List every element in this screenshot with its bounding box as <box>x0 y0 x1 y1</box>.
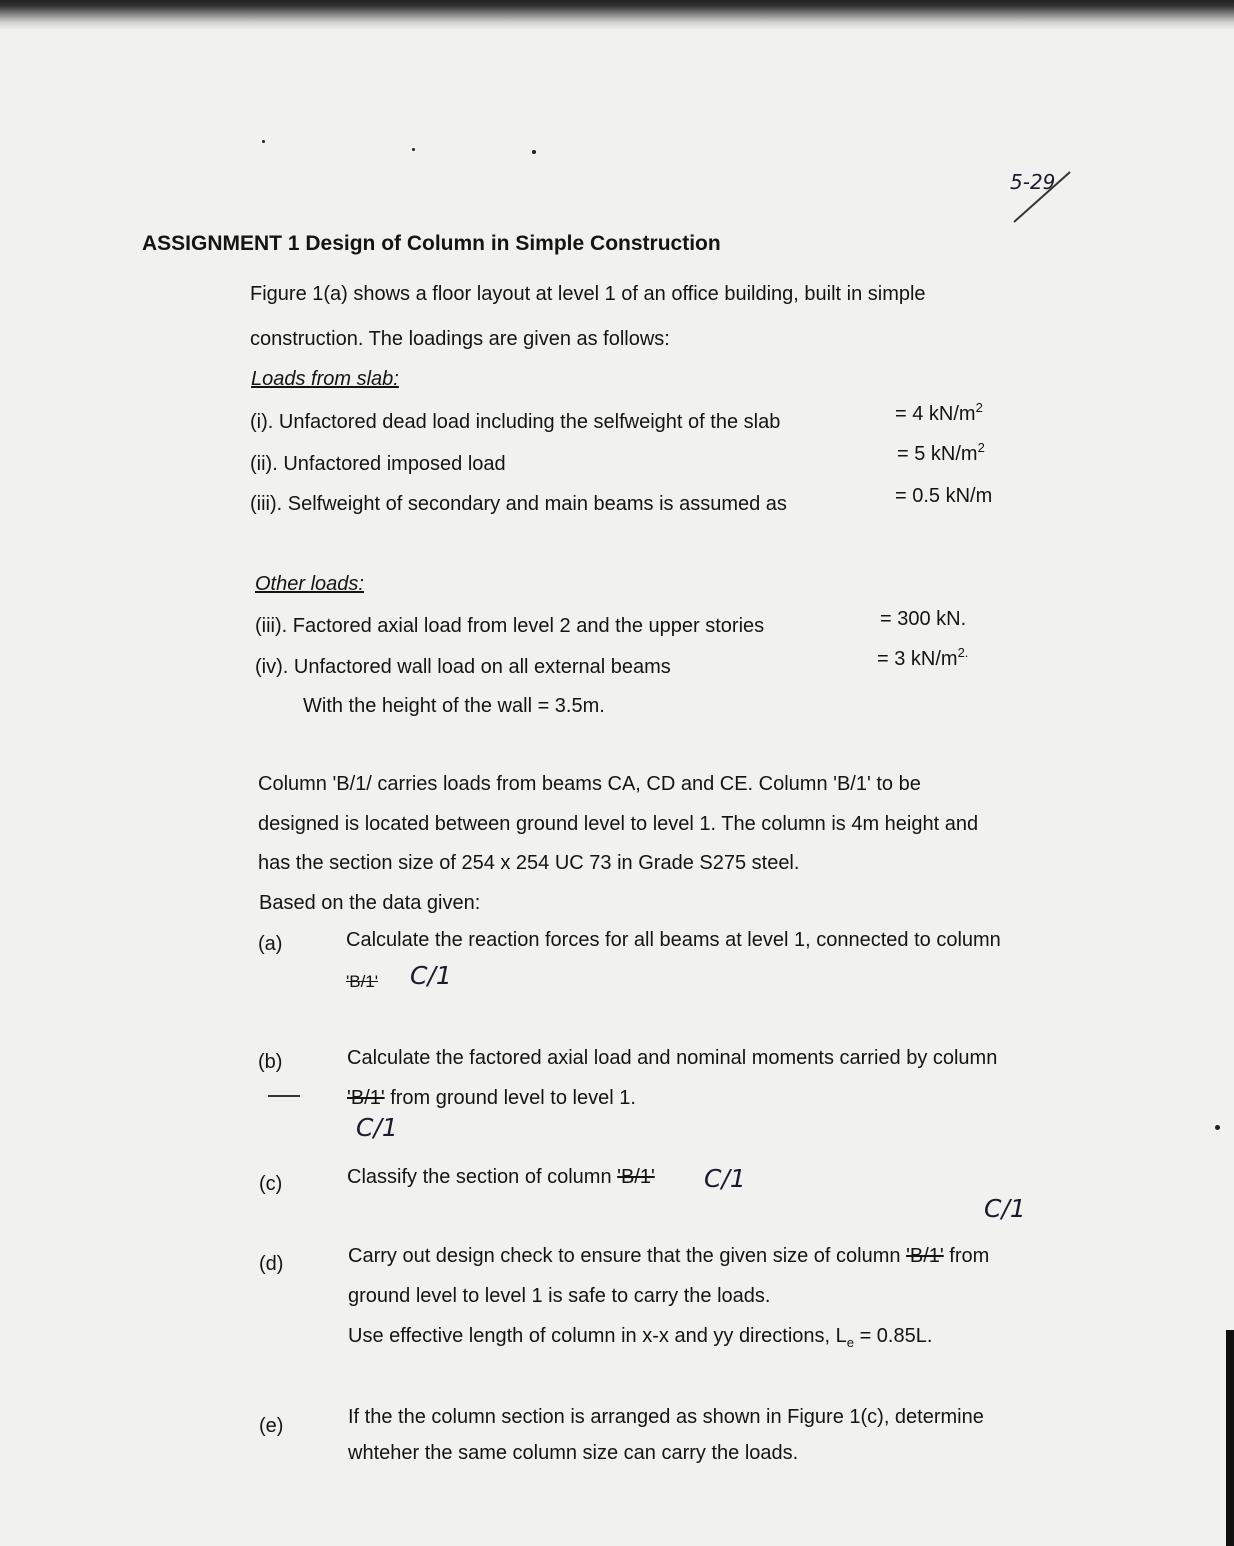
question-c-line-1: Classify the section of column 'B/1' <box>347 1166 655 1188</box>
column-desc-line-2: designed is located between ground level to level 1. The column is 4m height and <box>258 813 979 835</box>
other-load-1-label: (iii). Factored axial load from level 2 and the upper stories <box>255 615 765 637</box>
question-b-line-2: 'B/1' from ground level to level 1. <box>347 1087 636 1109</box>
slab-load-2-value: = 5 $kN/m^2$ <box>897 440 985 465</box>
speck <box>1215 1125 1220 1130</box>
question-e-line-1: If the the column section is arranged as shown in Figure 1(c), determine <box>348 1406 984 1428</box>
question-e-line-2: whteher the same column size can carry the loads. <box>348 1442 799 1464</box>
scan-edge-right <box>1226 1330 1234 1546</box>
question-b-annotation: C/1 <box>356 1113 398 1142</box>
other-load-1-value: = 300 kN. <box>880 608 967 630</box>
intro-line-1: Figure 1(a) shows a floor layout at level 1 of an office building, built in simple <box>250 283 926 305</box>
question-d-annotation: C/1 <box>984 1194 1026 1223</box>
question-d-line-1: Carry out design check to ensure that the given size of column 'B/1' from <box>348 1245 990 1267</box>
question-a-label: (a) <box>258 933 283 955</box>
wall-height-note: With the height of the wall = 3.5m. <box>303 695 605 717</box>
other-load-2-label: (iv). Unfactored wall load on all external beams <box>255 656 671 678</box>
column-desc-line-1: Column 'B/1/ carries loads from beams CA, CD and CE. Column 'B/1' to be <box>258 773 921 795</box>
other-load-2-value: = 3 $kN/m^{2.}$ <box>877 645 969 670</box>
speck <box>412 148 415 151</box>
scan-edge-shadow <box>0 0 1234 30</box>
question-b-line-1: Calculate the factored axial load and nominal moments carried by column <box>347 1047 998 1069</box>
page-ref-stroke <box>1010 168 1074 228</box>
slab-load-3-value: = 0.5 kN/m <box>895 485 993 507</box>
question-e-label: (e) <box>259 1415 284 1437</box>
assignment-title: ASSIGNMENT 1 Design of Column in Simple Construction <box>142 232 721 255</box>
slab-load-1-value: = 4 $kN/m^2$ <box>895 400 983 425</box>
question-b-mark <box>268 1095 300 1097</box>
slab-load-1-label: (i). Unfactored dead load including the selfweight of the slab <box>250 411 781 433</box>
question-d-line-3: Use effective length of column in x-x and yy directions, $L_e = 0.85L$. <box>348 1325 933 1350</box>
column-desc-line-4: Based on the data given: <box>259 892 481 914</box>
other-loads-heading: Other loads: <box>255 573 364 595</box>
question-b-label: (b) <box>258 1051 283 1073</box>
question-a-line-1: Calculate the reaction forces for all beams at level 1, connected to column <box>346 929 1001 951</box>
slab-loads-heading: Loads from slab: <box>251 368 399 390</box>
column-desc-line-3: has the section size of 254 x 254 UC 73 in Grade S275 steel. <box>258 852 800 874</box>
intro-line-2: construction. The loadings are given as follows: <box>250 328 670 350</box>
question-a-ref: 'B/1' <box>346 972 379 991</box>
question-d-line-2: ground level to level 1 is safe to carry the loads. <box>348 1285 771 1307</box>
page-reference: 5-29 <box>1010 170 1056 194</box>
question-d-label: (d) <box>259 1253 284 1275</box>
question-c-annotation: C/1 <box>704 1164 746 1193</box>
slab-load-3-label: (iii). Selfweight of secondary and main beams is assumed as <box>250 493 787 515</box>
slab-load-2-label: (ii). Unfactored imposed load <box>250 453 506 475</box>
speck <box>262 140 265 143</box>
speck <box>532 150 536 154</box>
question-c-label: (c) <box>259 1173 283 1195</box>
question-a-annotation: C/1 <box>410 961 452 990</box>
